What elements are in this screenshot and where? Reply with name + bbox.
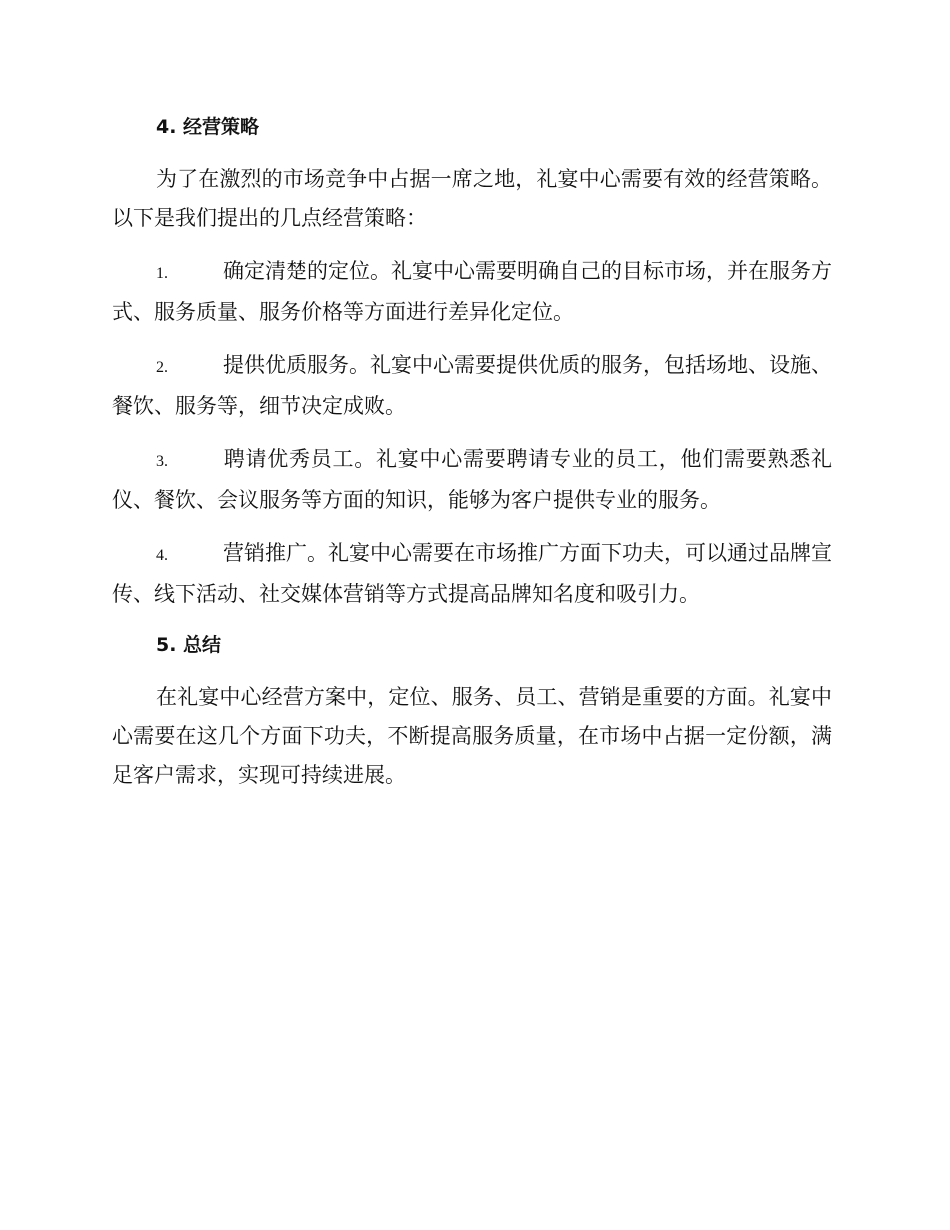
document-page <box>112 110 832 809</box>
list-number: 1. <box>156 265 168 282</box>
strategy-list-item <box>112 252 832 332</box>
strategy-list-item <box>112 534 832 614</box>
list-number: 2. <box>156 359 168 376</box>
strategy-list-item <box>112 346 832 426</box>
list-text: 营销推广。礼宴中心需要在市场推广方面下功夫，可以通过品牌宣传、线下活动、社交媒体营销等方式提高品牌知名度和吸引力。 <box>112 541 832 606</box>
strategy-intro-paragraph: 为了在激烈的市场竞争中占据一席之地，礼宴中心需要有效的经营策略。以下是我们提出的几点经营策略： <box>112 167 832 230</box>
section-title-summary: 5. 总结 <box>156 634 222 656</box>
list-number: 3. <box>156 453 168 470</box>
list-number: 4. <box>156 547 168 564</box>
list-text: 提供优质服务。礼宴中心需要提供优质的服务，包括场地、设施、餐饮、服务等，细节决定成败。 <box>112 353 832 418</box>
summary-paragraph: 在礼宴中心经营方案中，定位、服务、员工、营销是重要的方面。礼宴中心需要在这几个方面下功夫，不断提高服务质量，在市场中占据一定份额，满足客户需求，实现可持续进展。 <box>112 685 832 787</box>
list-text: 聘请优秀员工。礼宴中心需要聘请专业的员工，他们需要熟悉礼仪、餐饮、会议服务等方面的知识，能够为客户提供专业的服务。 <box>112 447 832 512</box>
strategy-list-item <box>112 440 832 520</box>
section-title-strategy: 4. 经营策略 <box>156 116 260 138</box>
list-text: 确定清楚的定位。礼宴中心需要明确自己的目标市场，并在服务方式、服务质量、服务价格等方面进行差异化定位。 <box>112 259 832 324</box>
